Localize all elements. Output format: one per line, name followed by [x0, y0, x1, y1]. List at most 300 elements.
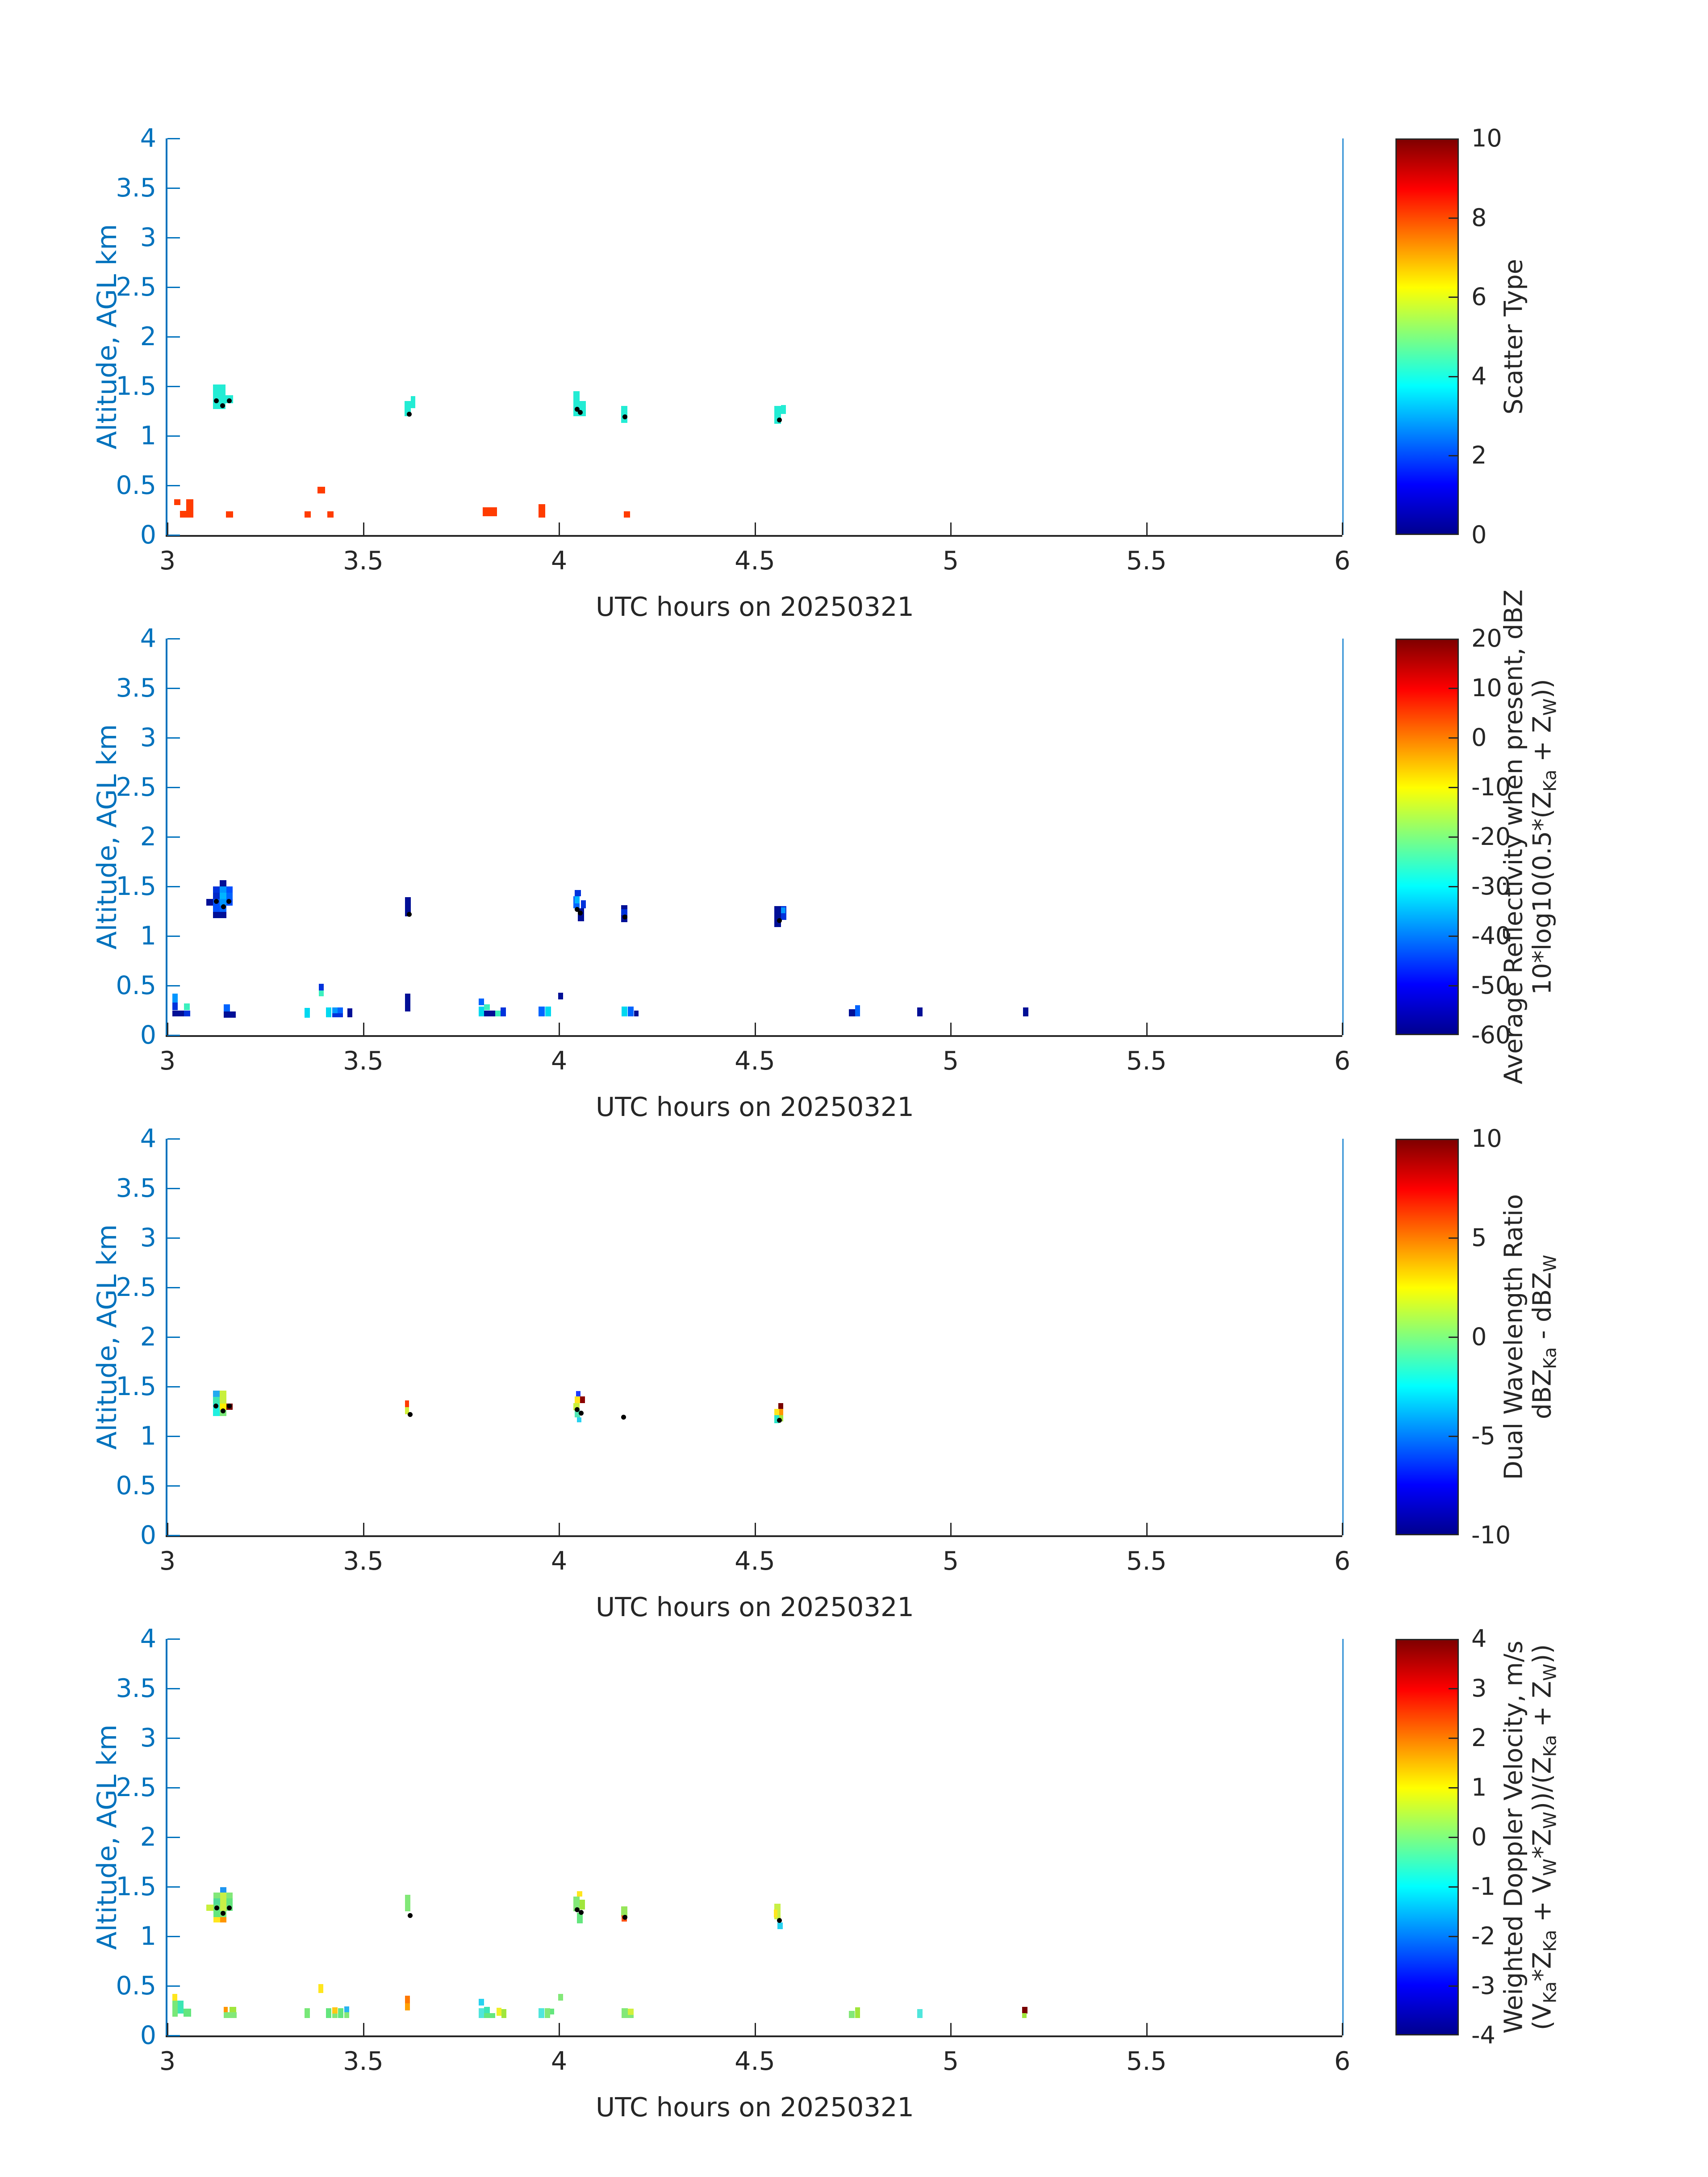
- heatmap-cell: [405, 994, 410, 1011]
- x-tick-label: 4: [551, 1546, 568, 1576]
- heatmap-cell: [777, 1922, 782, 1930]
- heatmap-cell: [558, 993, 563, 1000]
- heatmap-cell: [781, 907, 785, 913]
- heatmap-cell: [849, 2011, 855, 2018]
- heatmap-cell: [411, 396, 416, 408]
- y-tick-mark: [167, 936, 180, 937]
- heatmap-cell: [230, 2007, 237, 2012]
- heatmap-cell: [575, 896, 580, 903]
- y-tick-label: 1.5: [116, 1372, 156, 1401]
- y-tick-label: 3.5: [116, 1674, 156, 1703]
- x-axis-line: [166, 1535, 1342, 1537]
- heatmap-cell: [855, 2007, 860, 2018]
- x-tick-mark: [363, 1523, 364, 1535]
- colorbar-tick-label: 4: [1471, 1625, 1487, 1653]
- heatmap-cell: [774, 1910, 778, 1918]
- heatmap-cell: [332, 2014, 337, 2018]
- x-tick-label: 5.5: [1126, 1546, 1167, 1576]
- x-tick-mark: [167, 1023, 168, 1035]
- y-tick-label: 1.5: [116, 872, 156, 901]
- x-tick-label: 5: [942, 546, 959, 576]
- data-dot: [777, 918, 782, 923]
- colorbar-tick-label: 8: [1471, 203, 1487, 232]
- x-axis-line: [166, 535, 1342, 537]
- heatmap-cell: [226, 893, 233, 899]
- heatmap-cell: [484, 2007, 489, 2014]
- data-dot: [227, 398, 232, 403]
- y-tick-label: 0: [140, 2021, 156, 2050]
- y-tick-mark: [167, 2035, 180, 2036]
- x-tick-label: 5.5: [1126, 1046, 1167, 1076]
- x-tick-mark: [167, 2023, 168, 2035]
- colorbar-tick-label: -60: [1471, 1021, 1511, 1049]
- heatmap-cell: [230, 1011, 235, 1018]
- y-tick-mark: [167, 737, 180, 739]
- y-tick-label: 0: [140, 1521, 156, 1550]
- y-tick-mark: [167, 1287, 180, 1288]
- y-tick-mark: [167, 886, 180, 887]
- heatmap-cell: [558, 1994, 563, 2001]
- heatmap-cell: [405, 1996, 410, 2003]
- heatmap-cell: [483, 507, 497, 516]
- heatmap-cell: [224, 2007, 228, 2012]
- right-spine: [1342, 1639, 1344, 2035]
- heatmap-cell: [220, 1898, 226, 1905]
- heatmap-cell: [774, 1409, 779, 1415]
- right-spine: [1342, 639, 1344, 1035]
- colorbar-tick-label: 0: [1471, 723, 1487, 752]
- heatmap-cell: [545, 1007, 551, 1016]
- data-dot: [777, 418, 782, 422]
- heatmap-cell: [634, 1011, 639, 1016]
- y-tick-mark: [167, 1188, 180, 1189]
- x-tick-label: 5.5: [1126, 546, 1167, 576]
- heatmap-cell: [501, 2009, 506, 2018]
- heatmap-cell: [332, 1007, 338, 1013]
- heatmap-cell: [178, 2001, 184, 2014]
- heatmap-cell: [180, 511, 193, 518]
- x-axis-label: UTC hours on 20250321: [596, 1091, 914, 1122]
- data-dot: [621, 1415, 626, 1420]
- heatmap-cell: [332, 1013, 343, 1017]
- x-tick-mark: [167, 522, 168, 535]
- y-tick-label: 1.5: [116, 1872, 156, 1901]
- x-tick-mark: [950, 2023, 952, 2035]
- colorbar-tick-label: -20: [1471, 823, 1511, 851]
- colorbar: [1395, 138, 1459, 535]
- data-dot: [579, 1910, 584, 1915]
- x-tick-mark: [1342, 522, 1343, 535]
- heatmap-cell: [220, 886, 226, 893]
- colorbar-tick-mark: [1449, 1237, 1457, 1239]
- x-tick-mark: [950, 1523, 952, 1535]
- colorbar-tick-mark: [1449, 376, 1457, 377]
- heatmap-cell: [539, 1007, 544, 1016]
- y-tick-label: 0.5: [116, 1471, 156, 1500]
- x-tick-label: 4.5: [735, 2047, 775, 2076]
- heatmap-cell: [624, 511, 630, 518]
- x-tick-label: 3.5: [343, 2047, 384, 2076]
- y-tick-mark: [167, 1138, 180, 1140]
- heatmap-cell: [220, 1397, 226, 1403]
- colorbar-tick-label: 20: [1471, 624, 1502, 652]
- heatmap-cell: [778, 1403, 783, 1409]
- heatmap-cell: [575, 890, 581, 896]
- y-tick-label: 4: [140, 1124, 156, 1153]
- x-tick-label: 3: [159, 1046, 176, 1076]
- colorbar-tick-label: -30: [1471, 872, 1511, 900]
- y-tick-label: 3: [140, 723, 156, 752]
- heatmap-cell: [220, 893, 226, 899]
- heatmap-cell: [220, 880, 226, 886]
- x-tick-label: 3: [159, 2047, 176, 2076]
- y-tick-label: 0.5: [116, 471, 156, 500]
- heatmap-cell: [305, 511, 311, 518]
- heatmap-cell: [849, 1009, 855, 1016]
- colorbar-tick-label: 2: [1471, 1724, 1487, 1752]
- x-tick-label: 3.5: [343, 1546, 384, 1576]
- colorbar-tick-label: -10: [1471, 773, 1511, 801]
- x-tick-label: 5: [942, 1046, 959, 1076]
- colorbar-tick-mark: [1449, 936, 1457, 937]
- y-tick-mark: [167, 1485, 180, 1487]
- heatmap-cell: [774, 906, 781, 927]
- heatmap-cell: [344, 2006, 349, 2012]
- y-tick-label: 4: [140, 124, 156, 153]
- x-tick-label: 5: [942, 1546, 959, 1576]
- right-spine: [1342, 138, 1344, 535]
- heatmap-cell: [224, 2012, 237, 2018]
- data-dot: [777, 1418, 782, 1423]
- heatmap-cell: [917, 1007, 922, 1016]
- colorbar-tick-label: 5: [1471, 1224, 1487, 1252]
- x-axis-line: [166, 2035, 1342, 2037]
- y-tick-label: 1: [140, 1421, 156, 1451]
- heatmap-cell: [305, 1008, 310, 1018]
- heatmap-cell: [479, 1999, 484, 2006]
- y-tick-label: 1: [140, 921, 156, 951]
- data-dot: [407, 912, 412, 917]
- x-tick-label: 4.5: [735, 1546, 775, 1576]
- colorbar-tick-mark: [1449, 787, 1457, 788]
- heatmap-cell: [206, 1905, 213, 1911]
- heatmap-cell: [220, 1893, 226, 1898]
- y-tick-mark: [167, 688, 180, 689]
- colorbar-tick-label: -50: [1471, 971, 1511, 999]
- heatmap-cell: [501, 1007, 505, 1016]
- colorbar-tick-mark: [1449, 297, 1457, 298]
- y-tick-label: 4: [140, 1624, 156, 1654]
- heatmap-cell: [172, 2001, 178, 2017]
- data-dot: [408, 1913, 413, 1918]
- y-tick-label: 3: [140, 1223, 156, 1253]
- y-tick-mark: [167, 836, 180, 838]
- colorbar-tick-label: 2: [1471, 441, 1487, 470]
- heatmap-cell: [319, 990, 324, 996]
- y-tick-label: 2.5: [116, 272, 156, 302]
- data-dot: [579, 1411, 584, 1416]
- heatmap-cell: [172, 1011, 184, 1016]
- colorbar-tick-mark: [1449, 455, 1457, 456]
- heatmap-cell: [327, 511, 334, 518]
- heatmap-cell: [184, 1003, 190, 1011]
- data-dot: [214, 398, 219, 403]
- colorbar-tick-label: -2: [1471, 1922, 1495, 1950]
- x-tick-mark: [755, 522, 756, 535]
- heatmap-cell: [172, 1003, 178, 1011]
- x-tick-mark: [363, 1023, 364, 1035]
- heatmap-cell: [224, 1004, 230, 1011]
- y-tick-mark: [167, 1688, 180, 1689]
- y-tick-mark: [167, 535, 180, 536]
- y-tick-label: 1: [140, 421, 156, 451]
- y-tick-mark: [167, 435, 180, 437]
- colorbar-tick-mark: [1449, 1787, 1457, 1788]
- heatmap-cell: [1022, 2007, 1027, 2014]
- y-tick-mark: [167, 1985, 180, 1987]
- y-tick-label: 4: [140, 624, 156, 653]
- y-tick-label: 0: [140, 520, 156, 550]
- data-dot: [221, 904, 226, 909]
- colorbar-tick-mark: [1449, 1337, 1457, 1338]
- x-tick-label: 3: [159, 546, 176, 576]
- x-tick-mark: [950, 1023, 952, 1035]
- y-tick-label: 0: [140, 1020, 156, 1050]
- heatmap-cell: [855, 1005, 860, 1016]
- heatmap-cell: [479, 2008, 484, 2018]
- data-dot: [407, 412, 412, 417]
- x-axis-label: UTC hours on 20250321: [596, 2092, 914, 2123]
- colorbar-tick-mark: [1449, 1985, 1457, 1987]
- x-tick-label: 3.5: [343, 546, 384, 576]
- x-tick-mark: [559, 1023, 560, 1035]
- y-tick-label: 3.5: [116, 1174, 156, 1203]
- colorbar-tick-mark: [1449, 1936, 1457, 1937]
- colorbar-tick-label: -3: [1471, 1972, 1495, 2000]
- heatmap-cell: [184, 1011, 190, 1016]
- y-tick-mark: [167, 985, 180, 986]
- x-tick-mark: [1342, 2023, 1343, 2035]
- x-tick-label: 4: [551, 546, 568, 576]
- x-tick-label: 4.5: [735, 1046, 775, 1076]
- colorbar-tick-mark: [1449, 1738, 1457, 1739]
- heatmap-cell: [347, 1008, 352, 1017]
- y-tick-label: 2: [140, 822, 156, 852]
- x-tick-mark: [1146, 1023, 1148, 1035]
- heatmap-cell: [497, 2008, 501, 2016]
- heatmap-cell: [213, 1917, 220, 1922]
- x-tick-mark: [755, 1523, 756, 1535]
- figure-canvas: 0 0.5 1 1.5 2 2.5 3 3.5 4 3 3.5 4 4.5 5 5.5 6 UTC hours on 20250321 Altitude, AGL km 0 2 4 6 8 10 Scatter Type 0 0.5 1 1.5 2 2.5 3 3.5 4 3 3.5 4 4.5 5 5.5 6 UTC hours on 20250321 Altitude, AGL km -60 -50 -40 -30 -20 -10 0 10 20 Average Reflectivity when present, dBZ $10*\log 10(0.5*(Z_{Ka} + Z_W))$ 0 0.5 1 1.5 2 2.5 3 3.5 4 3 3.5 4 4.5 5 5.5 6 UTC hours on 20250321 Altitude, AGL km -10 -5 0 5 10 Dual Wavelength Ratio dBZ$_{Ka}$ - dBZ$_W$ 0 0.5 1 1.5 2 2.5 3 3.5 4 3 3.5 4 4.5 5 5.5 6 UTC hours on 20250321 Altitude, AGL km -4 -3 -2 -1 0 1 2 3 4 Weighted Doppler Velocity, m/s $(V_{Ka}*Z_{Ka} + V_W*Z_W))/(Z_{Ka} + Z_W)$): [0, 0, 1708, 2177]
- heatmap-cell: [580, 1396, 585, 1403]
- colorbar-tick-label: 0: [1471, 521, 1487, 549]
- heatmap-cell: [213, 1391, 220, 1397]
- heatmap-cell: [213, 886, 220, 893]
- y-tick-mark: [167, 1837, 180, 1838]
- y-tick-label: 0.5: [116, 971, 156, 1000]
- heatmap-cell: [344, 2012, 349, 2018]
- heatmap-cell: [213, 893, 220, 899]
- heatmap-cell: [539, 2008, 544, 2018]
- heatmap-cell: [213, 1898, 220, 1905]
- colorbar-tick-label: 6: [1471, 283, 1487, 311]
- y-tick-mark: [167, 287, 180, 288]
- heatmap-cell: [220, 1887, 226, 1893]
- x-tick-mark: [1342, 1023, 1343, 1035]
- heatmap-cell: [628, 2015, 633, 2018]
- heatmap-cell: [545, 2008, 550, 2018]
- heatmap-cell: [577, 1417, 581, 1422]
- heatmap-cell: [318, 1984, 323, 1993]
- colorbar-tick-mark: [1449, 985, 1457, 986]
- colorbar-tick-label: -40: [1471, 922, 1511, 950]
- x-tick-label: 6: [1334, 1546, 1351, 1576]
- y-tick-label: 3.5: [116, 173, 156, 203]
- heatmap-cell: [174, 499, 180, 505]
- colorbar-tick-mark: [1449, 1436, 1457, 1437]
- x-tick-label: 6: [1334, 2047, 1351, 2076]
- y-tick-label: 2: [140, 322, 156, 351]
- heatmap-cell: [220, 1905, 226, 1911]
- heatmap-cell: [226, 511, 234, 518]
- y-tick-mark: [167, 188, 180, 189]
- y-tick-mark: [167, 237, 180, 238]
- heatmap-cell: [1023, 1007, 1028, 1016]
- x-tick-label: 3: [159, 1546, 176, 1576]
- heatmap-cell: [479, 1007, 484, 1016]
- heatmap-cell: [405, 1400, 409, 1407]
- heatmap-cell: [220, 1917, 226, 1922]
- data-dot: [408, 1412, 413, 1417]
- x-tick-mark: [1146, 2023, 1148, 2035]
- heatmap-cell: [172, 994, 178, 1003]
- y-tick-mark: [167, 336, 180, 338]
- colorbar-tick-mark: [1449, 886, 1457, 887]
- heatmap-cell: [213, 1911, 220, 1917]
- heatmap-cell: [213, 1397, 220, 1403]
- heatmap-cell: [213, 906, 220, 912]
- x-axis-label: UTC hours on 20250321: [596, 1592, 914, 1622]
- heatmap-cell: [332, 2007, 337, 2014]
- heatmap-cell: [206, 899, 213, 905]
- colorbar-tick-label: 10: [1471, 1124, 1502, 1153]
- x-tick-label: 5.5: [1126, 2047, 1167, 2076]
- heatmap-cell: [781, 405, 786, 414]
- heatmap-cell: [186, 499, 193, 511]
- heatmap-cell: [220, 1391, 226, 1397]
- y-tick-mark: [167, 386, 180, 387]
- heatmap-cell: [495, 1011, 501, 1016]
- colorbar-tick-label: -1: [1471, 1872, 1495, 1901]
- heatmap-cell: [226, 886, 233, 893]
- x-tick-label: 6: [1334, 1046, 1351, 1076]
- x-tick-mark: [167, 1523, 168, 1535]
- colorbar-tick-label: 10: [1471, 124, 1502, 152]
- y-tick-mark: [167, 1237, 180, 1239]
- x-tick-mark: [950, 522, 952, 535]
- x-axis-line: [166, 1035, 1342, 1037]
- y-tick-label: 0.5: [116, 1971, 156, 2001]
- heatmap-cell: [184, 2009, 192, 2017]
- y-tick-mark: [167, 1035, 180, 1036]
- heatmap-cell: [628, 1007, 634, 1016]
- y-tick-mark: [167, 1936, 180, 1937]
- colorbar-tick-mark: [1449, 836, 1457, 838]
- heatmap-cell: [1022, 2013, 1027, 2018]
- x-tick-label: 3.5: [343, 1046, 384, 1076]
- heatmap-cell: [326, 2008, 331, 2018]
- y-tick-label: 2: [140, 1822, 156, 1852]
- heatmap-cell: [917, 2009, 922, 2018]
- y-tick-mark: [167, 138, 180, 139]
- heatmap-cell: [479, 999, 484, 1006]
- y-tick-label: 3.5: [116, 673, 156, 703]
- colorbar-tick-label: 10: [1471, 674, 1502, 702]
- y-tick-mark: [167, 1436, 180, 1437]
- heatmap-cell: [580, 1900, 585, 1910]
- heatmap-cell: [484, 2013, 495, 2018]
- heatmap-cell: [317, 487, 326, 493]
- colorbar-tick-mark: [1449, 1886, 1457, 1888]
- x-tick-mark: [559, 1523, 560, 1535]
- x-tick-label: 5: [942, 2047, 959, 2076]
- heatmap-cell: [213, 1410, 220, 1416]
- colorbar-tick-label: 0: [1471, 1323, 1487, 1351]
- heatmap-cell: [779, 1409, 783, 1415]
- colorbar-tick-label: -10: [1471, 1521, 1511, 1549]
- heatmap-cell: [226, 1893, 233, 1898]
- heatmap-cell: [550, 2009, 554, 2014]
- x-tick-mark: [755, 1023, 756, 1035]
- colorbar-tick-label: 3: [1471, 1674, 1487, 1702]
- colorbar-tick-mark: [1449, 1688, 1457, 1689]
- data-dot: [575, 1407, 580, 1412]
- colorbar-tick-label: -4: [1471, 2021, 1495, 2049]
- colorbar-tick-mark: [1449, 217, 1457, 219]
- y-tick-mark: [167, 1886, 180, 1888]
- heatmap-cell: [539, 504, 545, 518]
- x-tick-label: 4: [551, 1046, 568, 1076]
- heatmap-cell: [576, 1391, 581, 1396]
- x-tick-label: 6: [1334, 546, 1351, 576]
- x-tick-mark: [559, 522, 560, 535]
- heatmap-cell: [484, 1004, 489, 1010]
- x-tick-mark: [363, 2023, 364, 2035]
- heatmap-cell: [326, 1007, 331, 1017]
- colorbar-tick-label: 1: [1471, 1773, 1487, 1801]
- x-tick-label: 4.5: [735, 546, 775, 576]
- x-tick-label: 4: [551, 2047, 568, 2076]
- colorbar-tick-label: -5: [1471, 1422, 1495, 1450]
- heatmap-cell: [172, 1994, 177, 2001]
- heatmap-cell: [622, 1007, 627, 1016]
- heatmap-cell: [628, 2009, 633, 2016]
- data-dot: [220, 403, 225, 408]
- y-tick-label: 2.5: [116, 1773, 156, 1802]
- heatmap-cell: [405, 1895, 410, 1912]
- y-tick-label: 3: [140, 1723, 156, 1753]
- heatmap-cell: [575, 1396, 580, 1403]
- heatmap-cell: [224, 1011, 230, 1018]
- colorbar-tick-mark: [1449, 737, 1457, 739]
- y-tick-label: 2: [140, 1322, 156, 1352]
- y-tick-label: 1.5: [116, 372, 156, 401]
- y-tick-mark: [167, 485, 180, 486]
- x-tick-mark: [755, 2023, 756, 2035]
- y-tick-mark: [167, 1535, 180, 1536]
- x-axis-label: UTC hours on 20250321: [596, 591, 914, 622]
- x-tick-mark: [1146, 1523, 1148, 1535]
